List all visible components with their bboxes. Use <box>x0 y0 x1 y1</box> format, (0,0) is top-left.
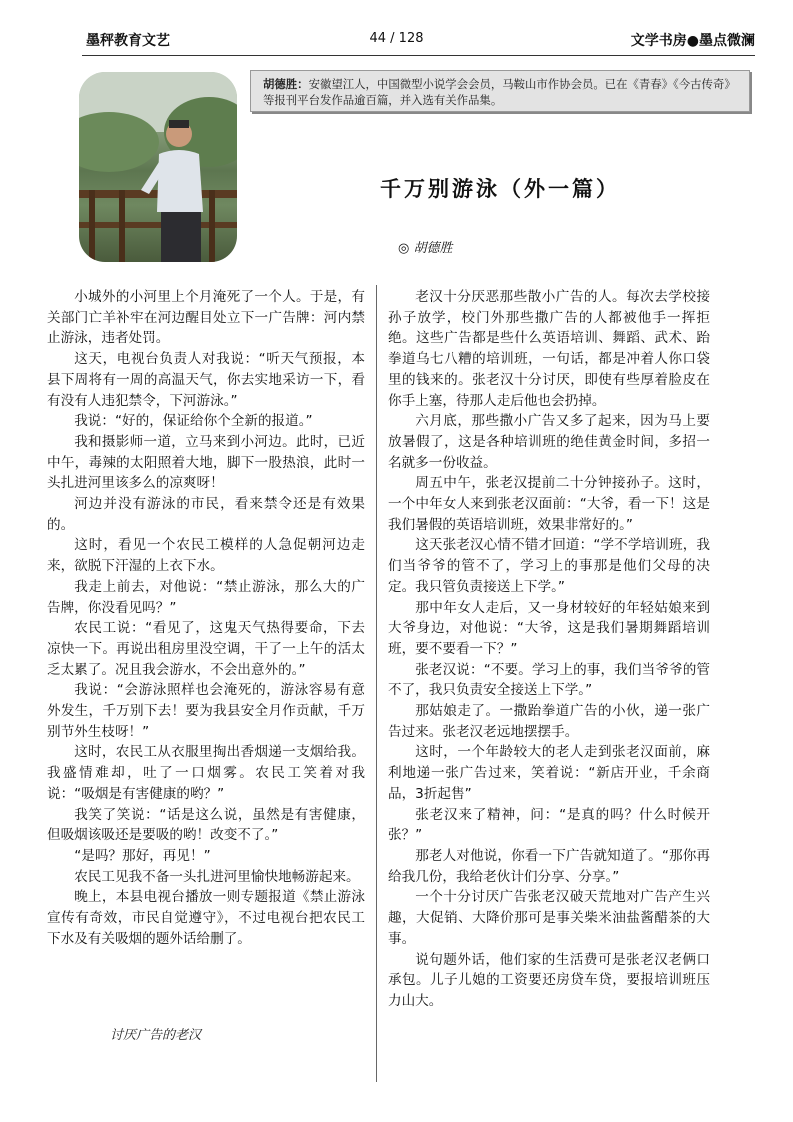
paragraph: 我走上前去，对他说：“禁止游泳，那么大的广告牌，你没看见吗？” <box>47 578 365 616</box>
header-rule <box>82 55 755 56</box>
paragraph: 说句题外话，他们家的生活费可是张老汉老俩口承包。儿子儿媳的工资要还房贷车贷，要报培训班压力山大。 <box>388 951 710 1009</box>
right-column <box>388 287 710 1012</box>
paragraph: 河边并没有游泳的市民，看来禁令还是有效果的。 <box>47 496 365 533</box>
paragraph: 农民工见我不备一头扎进河里愉快地畅游起来。 <box>74 868 360 885</box>
author-bio <box>250 70 750 112</box>
paragraph: 我和摄影师一道，立马来到小河边。此时，已近中午，毒辣的太阳照着大地，脚下一股热浪，此时一头扎进河里该多么的凉爽呀！ <box>47 433 365 492</box>
paragraph: 老汉十分厌恶那些散小广告的人。每次去学校接孙子放学，校门外那些撒广告的人都被他手一挥拒绝。这些广告都是些什么英语培训、舞蹈、武术、跆拳道乌七八糟的培训班，一句话，都是冲着人你口袋里的钱来的。张老汉十分讨厌，即使有些厚着脸皮在你手上塞，待那人走后他也会扔掉。 <box>388 289 710 409</box>
paragraph: 农民工说：“看见了，这鬼天气热得要命，下去凉快一下。再说出租房里没空调，干了一上午的活太乏太累了。况且我会游水，不会出意外的。” <box>47 620 365 678</box>
paragraph: 那中年女人走后，又一身材较好的年轻姑娘来到大爷身边，对他说：“大爷，这是我们暑期舞蹈培训班，要不要看一下？” <box>388 599 710 657</box>
paragraph: 我笑了笑说：“话是这么说，虽然是有害健康，但吸烟该吸还是要吸的哟！改变不了。” <box>47 806 365 844</box>
paragraph: 这时，一个年龄较大的老人走到张老汉面前，麻利地递一张广告过来，笑着说：“新店开业，千余商品，3折起售” <box>388 744 710 802</box>
paragraph: 那姑娘走了。一撒跆拳道广告的小伙，递一张广告过来。张老汉老远地摆摆手。 <box>388 703 710 740</box>
paragraph: 我说：“好的，保证给你个全新的报道。” <box>74 413 313 430</box>
column-divider <box>376 285 377 1082</box>
paragraph: 六月底，那些撒小广告又多了起来，因为马上要放暑假了，这是各种培训班的绝佳黄金时间，多招一名就多一份收益。 <box>388 413 710 471</box>
paragraph: 这天，电视台负责人对我说：“听天气预报，本县下周将有一周的高温天气，你去实地采访一下，看有没有人违犯禁令，下河游泳。” <box>47 351 365 409</box>
paragraph: 小城外的小河里上个月淹死了一个人。于是，有关部门亡羊补牢在河边醒目处立下一广告牌：河内禁止游泳，违者处罚。 <box>47 289 365 347</box>
paragraph: 这天张老汉心情不错才回道：“学不学培训班，我们当爷爷的管不了，学习上的事那是他们父母的决定。我只管负责接送上下学。” <box>388 537 710 595</box>
magazine-name: 墨秤教育文艺 <box>86 33 170 49</box>
paragraph: 我说：“会游泳照样也会淹死的，游泳容易有意外发生，千万别下去！要为我县安全月作贡献，千万别节外生枝呀！” <box>47 682 365 740</box>
author-photo-illustration <box>79 72 237 262</box>
paragraph: 张老汉来了精神，问：“是真的吗？什么时候开张？” <box>388 806 710 844</box>
column-name: 文学书房●墨点微澜 <box>630 33 755 49</box>
author-photo <box>79 72 237 262</box>
author-bio-name: 胡德胜： <box>263 77 309 91</box>
paragraph: 这时，农民工从衣服里掏出香烟递一支烟给我。我盛情难却，吐了一口烟雾。农民工笑着对我说：“吸烟是有害健康的哟？” <box>47 744 365 802</box>
paragraph: 周五中午，张老汉提前二十分钟接孙子。这时，一个中年女人来到张老汉面前：“大爷，看一下！这是我们暑假的英语培训班，效果非常好的。” <box>388 475 710 533</box>
article-title: 千万别游泳（外一篇） <box>380 177 620 201</box>
paragraph: 这时，看见一个农民工模样的人急促朝河边走来，欲脱下汗湿的上衣下水。 <box>47 537 365 575</box>
paragraph: 晚上，本县电视台播放一则专题报道《禁止游泳宣传有奇效，市民自觉遵守》，不过电视台把农民工下水及有关吸烟的题外话给删了。 <box>47 889 365 947</box>
paragraph: 那老人对他说，你看一下广告就知道了。“那你再给我几份，我给老伙计们分享、分享。” <box>388 847 710 885</box>
paragraph: 张老汉说：“不要。学习上的事，我们当爷爷的管不了，我只负责安全接送上下学。” <box>388 661 710 699</box>
second-story-title: 讨厌广告的老汉 <box>110 1028 202 1043</box>
page-number: 44 / 128 <box>369 31 424 46</box>
paragraph: 一个十分讨厌广告张老汉破天荒地对广告产生兴趣，大促销、大降价那可是事关柴米油盐酱醋茶的大事。 <box>388 889 710 947</box>
author-bio-text: 安徽望江人，中国微型小说学会会员，马鞍山市作协会员。已在《青春》《今古传奇》等报刊平台发作品逾百篇，并入选有关作品集。 <box>263 77 736 107</box>
left-column <box>47 287 365 950</box>
byline: ◎ 胡德胜 <box>398 241 453 256</box>
paragraph: “是吗？那好，再见！” <box>74 847 211 864</box>
